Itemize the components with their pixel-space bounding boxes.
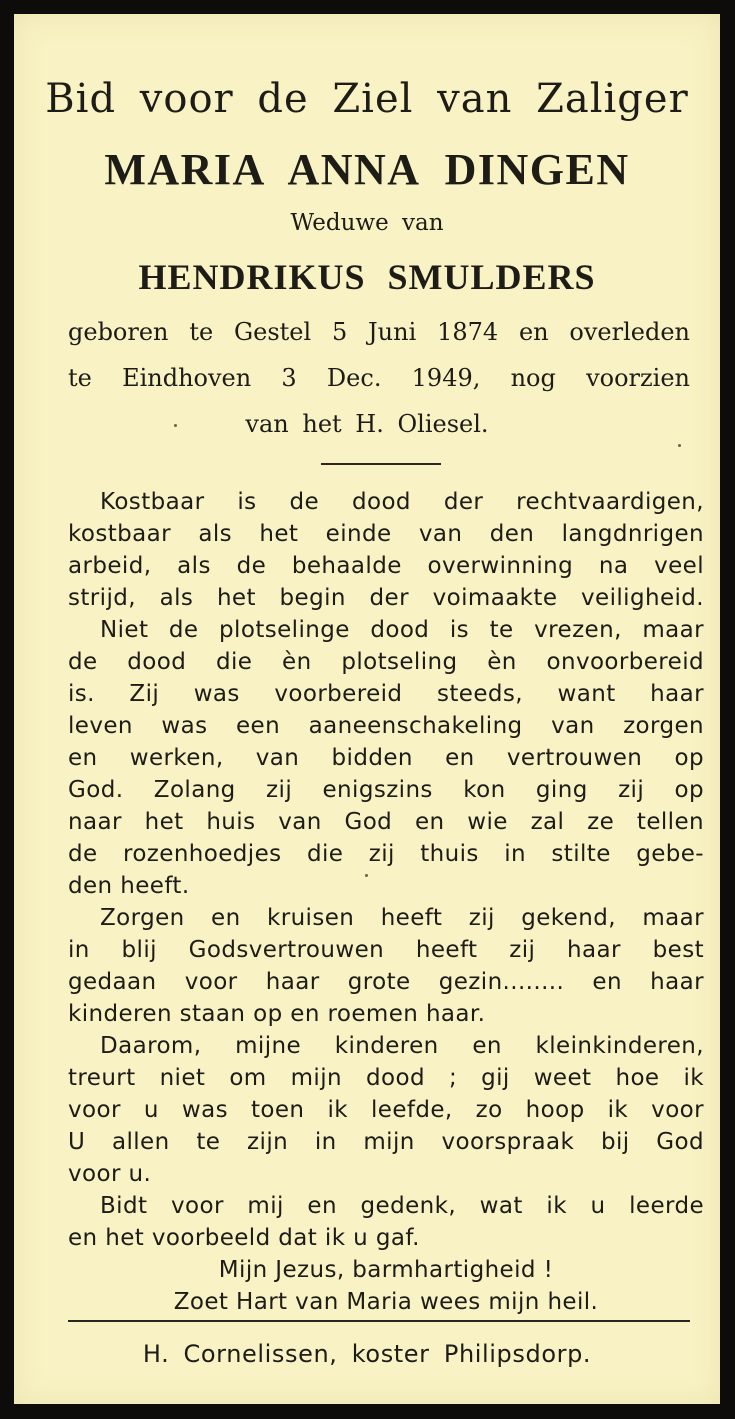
text-line: voor u was toen ik leefde, zo hoop ik voor: [68, 1097, 704, 1123]
text-line: en werken, van bidden en vertrouwen op: [68, 745, 704, 771]
text-line: treurt niet om mijn dood ; gij weet hoe ik: [68, 1065, 704, 1091]
short-divider: [321, 463, 441, 465]
text-line: leven was een aaneenschakeling van zorgen: [68, 713, 704, 739]
text-line: Kostbaar is de dood der rechtvaardigen,: [100, 489, 704, 515]
prayer-line-2: Zoet Hart van Maria wees mijn heil.: [173, 1289, 599, 1315]
card-heading: Bid voor de Ziel van Zaliger: [45, 76, 689, 122]
text-line: kostbaar als het einde van den langdnrigen: [68, 521, 704, 547]
text-line: voor u.: [68, 1161, 152, 1187]
paper-speck: [174, 424, 177, 427]
widow-of-label: Weduwe van: [290, 210, 444, 236]
text-line: Niet de plotselinge dood is te vrezen, maar: [100, 617, 704, 643]
text-line: naar het huis van God en wie zal ze tellen: [68, 809, 704, 835]
memorial-card: [14, 14, 720, 1404]
paper-speck: [678, 444, 681, 447]
text-line: arbeid, als de behaalde overwinning na veel: [68, 553, 704, 579]
bio-line-3: van het H. Oliesel.: [245, 410, 489, 438]
text-line: Daarom, mijne kinderen en kleinkinderen,: [100, 1033, 704, 1059]
text-line: is. Zij was voorbereid steeds, want haar: [68, 681, 704, 707]
husband-name: HENDRIKUS SMULDERS: [138, 257, 596, 297]
text-line: kinderen staan op en roemen haar.: [68, 1001, 486, 1027]
paper-speck: [365, 874, 368, 877]
bio-line-1: geboren te Gestel 5 Juni 1874 en overleden: [68, 318, 690, 346]
text-line: strijd, als het begin der voimaakte veiligheid.: [68, 585, 704, 611]
text-line: Zorgen en kruisen heeft zij gekend, maar: [100, 905, 704, 931]
printer-credit: H. Cornelissen, koster Philipsdorp.: [142, 1340, 592, 1368]
text-line: in blij Godsvertrouwen heeft zij haar best: [68, 937, 704, 963]
deceased-name: MARIA ANNA DINGEN: [104, 145, 630, 194]
text-line: gedaan voor haar grote gezin........ en haar: [68, 969, 704, 995]
prayer-line-1: Mijn Jezus, barmhartigheid !: [218, 1257, 554, 1283]
footer-divider: [68, 1320, 690, 1322]
text-line: U allen te zijn in mijn voorspraak bij God: [68, 1129, 704, 1155]
text-line: de dood die èn plotseling èn onvoorbereid: [68, 649, 704, 675]
bio-line-2: te Eindhoven 3 Dec. 1949, nog voorzien: [68, 364, 690, 392]
text-line: de rozenhoedjes die zij thuis in stilte gebe-: [68, 841, 704, 867]
text-line: en het voorbeeld dat ik u gaf.: [68, 1225, 420, 1251]
text-line: Bidt voor mij en gedenk, wat ik u leerde: [100, 1193, 704, 1219]
text-line: den heeft.: [68, 873, 190, 899]
text-line: God. Zolang zij enigszins kon ging zij op: [68, 777, 704, 803]
